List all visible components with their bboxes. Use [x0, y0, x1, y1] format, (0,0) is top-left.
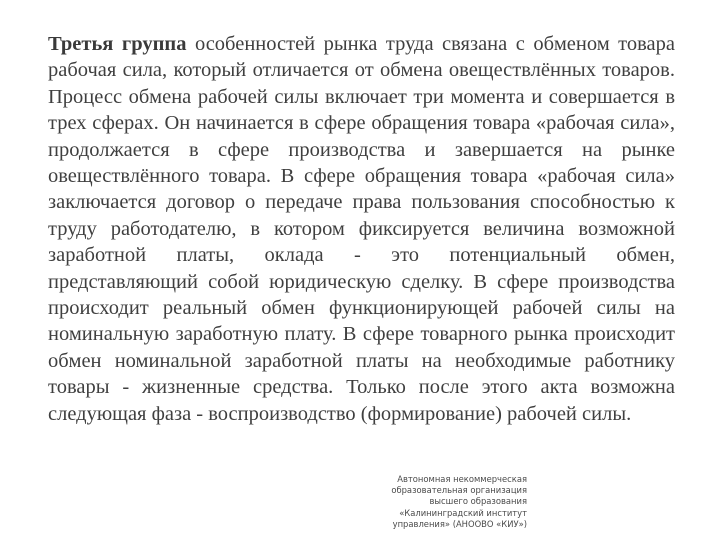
lead-phrase: Третья группа [48, 33, 187, 55]
institution-footer [355, 474, 527, 530]
footer-line: высшего образования [429, 496, 527, 507]
footer-line: управления» (АНООВО «КИУ») [392, 518, 527, 529]
footer-line: Автономная некоммерческая [397, 474, 527, 484]
footer-line: «Калининградский институт [399, 507, 527, 518]
main-paragraph [48, 31, 675, 427]
paragraph-body: особенностей рынка труда связана с обменом товара рабочая сила, который отличается от обмена овеществлённых товаров. Процесс обмена рабочей силы включает три момента и совершается в трех сферах. Он начинается в сфере обращения товара «рабочая сила», продолжается в сфере производства и завершается на рынке овеществлённого товара. В сфере обращения товара «рабочая сила» заключается договор о передаче права пользования способностью к труду работодателю, в котором фиксируется величина возможной заработной платы, оклада - это потенциальный обмен, представляющий собой юридическую сделку. В сфере производства происходит реальный обмен функционирующей рабочей силы на номинальную заработную плату. В сфере товарного рынка происходит обмен номинальной заработной платы на необходимые работнику товары - жизненные средства. Только после этого акта возможна следующая фаза - воспроизводство (формирование) рабочей силы. [48, 33, 675, 425]
footer-line: образовательная организация [391, 485, 527, 496]
